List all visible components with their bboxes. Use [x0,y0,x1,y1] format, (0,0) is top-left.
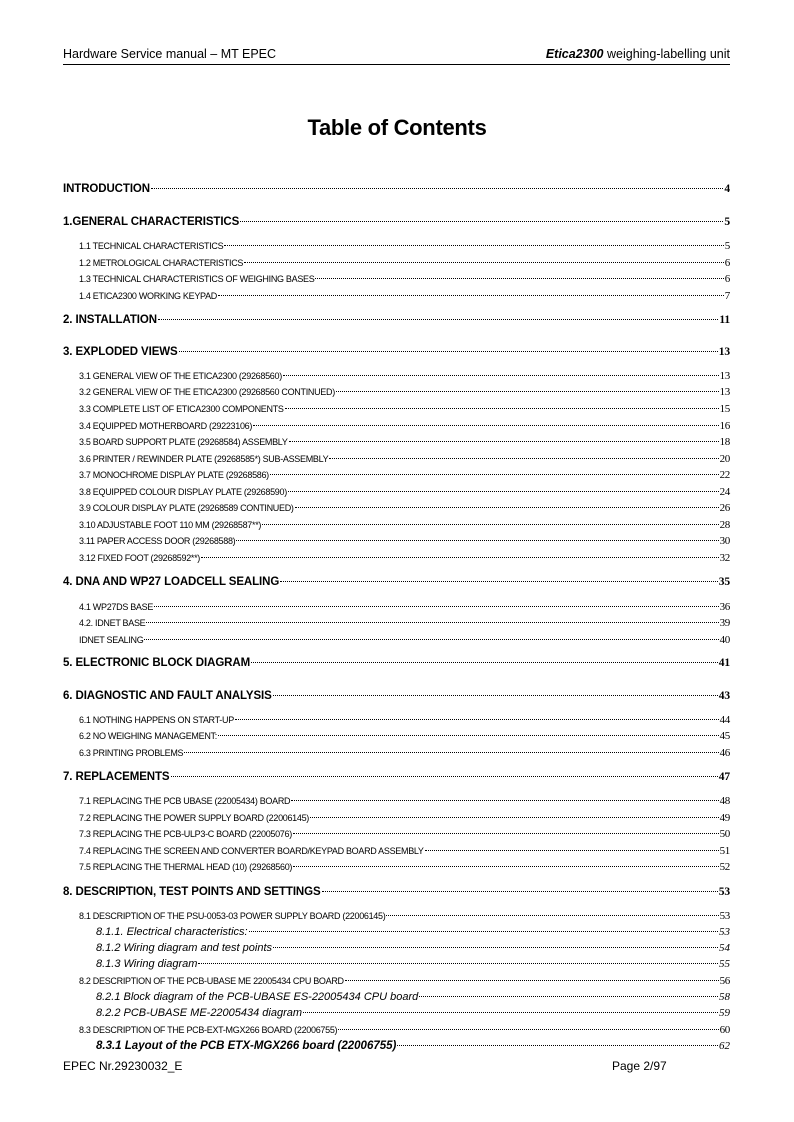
toc-entry-title: 3.3 COMPLETE LIST OF ETICA2300 COMPONENTS [79,404,284,414]
toc-page-number: 54 [719,942,730,954]
toc-dot-leader [146,622,718,623]
toc-page-number: 51 [719,845,730,857]
toc-page-number: 53 [719,910,730,922]
toc-page-number: 36 [719,601,730,613]
toc-dot-leader [262,524,719,525]
toc-entry-title: 3.12 FIXED FOOT (29268592**) [79,553,200,563]
toc-dot-leader [144,639,718,640]
toc-entry-title: 3.8 EQUIPPED COLOUR DISPLAY PLATE (29268590) [79,487,287,497]
toc-entry-title: 8.2.1 Block diagram of the PCB-UBASE ES-22005434 CPU board [96,991,419,1003]
toc-page-number: 48 [719,795,730,807]
toc-page-number: 40 [719,634,730,646]
toc-page-number: 53 [718,886,730,898]
toc-entry[interactable] [79,502,730,514]
toc-dot-leader [336,391,719,392]
toc-page-number: 15 [719,403,730,415]
toc-dot-leader [244,262,724,263]
toc-dot-leader [179,351,718,352]
toc-entry[interactable] [79,420,730,432]
header-product [546,47,730,61]
toc-page-number: 13 [718,346,730,358]
toc-dot-leader [322,891,718,892]
toc-page-number: 22 [719,469,730,481]
toc-entry-title: 2. INSTALLATION [63,314,157,326]
toc-entry[interactable] [63,216,730,228]
toc-entry-title: 4.2. IDNET BASE [79,618,146,628]
toc-page-number: 41 [718,657,730,669]
toc-dot-leader [293,833,719,834]
toc-entry[interactable] [63,576,730,588]
toc-entry-title: 4.1 WP27DS BASE [79,602,154,612]
toc-page-number: 24 [719,486,730,498]
toc-entry-title: 8.3.1 Layout of the PCB ETX-MGX266 board (22006755) [96,1040,397,1052]
toc-dot-leader [315,278,723,279]
toc-dot-leader [303,1012,718,1013]
toc-entry[interactable] [79,845,730,857]
toc-entry-title: IDNET SEALING [79,635,144,645]
toc-entry-title: 8.1.2 Wiring diagram and test points [96,942,272,954]
toc-entry-title: 3.10 ADJUSTABLE FOOT 110 MM (29268587**) [79,520,262,530]
toc-entry[interactable] [79,634,730,646]
toc-entry[interactable] [79,730,730,742]
toc-page-number: 50 [719,828,730,840]
toc-entry[interactable] [79,714,730,726]
toc-page-number: 59 [719,1007,730,1019]
toc-dot-leader [280,581,718,582]
toc-dot-leader [154,606,719,607]
toc-entry-title: 7.3 REPLACING THE PCB-ULP3-C BOARD (22005076) [79,829,292,839]
toc-page-number: 7 [724,290,730,302]
toc-page-number: 52 [719,861,730,873]
toc-page-number: 28 [719,519,730,531]
toc-entry-title: 7. REPLACEMENTS [63,771,170,783]
toc-dot-leader [184,752,718,753]
toc-dot-leader [329,458,718,459]
toc-entry-title: 1.GENERAL CHARACTERISTICS [63,216,240,228]
toc-entry-title: 8.3 DESCRIPTION OF THE PCB-EXT-MGX266 BOARD (22006755) [79,1025,338,1035]
toc-dot-leader [310,817,719,818]
toc-entry[interactable] [79,747,730,759]
toc-dot-leader [273,695,718,696]
toc-dot-leader [218,295,724,296]
toc-entry[interactable] [96,1007,730,1019]
toc-dot-leader [218,735,719,736]
toc-page-number: 5 [724,216,730,228]
toc-page-number: 6 [724,257,730,269]
toc-dot-leader [270,474,719,475]
toc-entry[interactable] [96,958,730,970]
toc-page-number: 53 [719,926,730,938]
toc-page-number: 62 [719,1040,730,1052]
toc-entry[interactable] [79,1024,730,1036]
toc-entry-title: 3.9 COLOUR DISPLAY PLATE (29268589 CONTINUED) [79,503,294,513]
toc-entry[interactable] [79,386,730,398]
toc-dot-leader [251,662,718,663]
toc-entry[interactable] [63,346,730,358]
toc-page-number: 60 [719,1024,730,1036]
page-header [63,46,730,65]
toc-dot-leader [338,1029,718,1030]
toc-page-number: 11 [719,314,730,326]
toc-page-number: 4 [724,183,730,195]
toc-entry-title: 8.1.3 Wiring diagram [96,958,198,970]
toc-entry-title: 6.2 NO WEIGHING MANAGEMENT: [79,731,217,741]
toc-entry-title: 5. ELECTRONIC BLOCK DIAGRAM [63,657,251,669]
toc-entry[interactable] [79,403,730,415]
toc-entry[interactable] [79,795,730,807]
toc-entry[interactable] [79,453,730,465]
toc-entry[interactable] [79,552,730,564]
toc-page-number: 58 [719,991,730,1003]
toc-entry[interactable] [63,886,730,898]
toc-dot-leader [285,408,719,409]
toc-entry-title: 6.3 PRINTING PROBLEMS [79,748,184,758]
toc-page-number: 44 [719,714,730,726]
toc-entry-title: 8. DESCRIPTION, TEST POINTS AND SETTINGS [63,886,321,898]
toc-entry-title: 6.1 NOTHING HAPPENS ON START-UP [79,715,234,725]
toc-page-number: 18 [719,436,730,448]
toc-entry[interactable] [63,314,730,326]
toc-entry[interactable] [96,1040,730,1052]
toc-entry-title: 1.3 TECHNICAL CHARACTERISTICS OF WEIGHING BASES [79,274,315,284]
toc-entry[interactable] [79,910,730,922]
toc-dot-leader [240,221,723,222]
toc-entry-title: 8.1 DESCRIPTION OF THE PSU-0053-03 POWER SUPPLY BOARD (22006145) [79,911,386,921]
toc-page-number: 16 [719,420,730,432]
toc-dot-leader [198,963,718,964]
toc-entry-title: 8.2 DESCRIPTION OF THE PCB-UBASE ME 22005434 CPU BOARD [79,976,344,986]
toc-page-number: 20 [719,453,730,465]
toc-dot-leader [283,375,719,376]
toc-dot-leader [236,540,718,541]
toc-dot-leader [151,188,723,189]
toc-entry-title: 1.1 TECHNICAL CHARACTERISTICS [79,241,224,251]
toc-entry-title: 3.1 GENERAL VIEW OF THE ETICA2300 (29268560) [79,371,282,381]
toc-entry-title: 7.4 REPLACING THE SCREEN AND CONVERTER BOARD/KEYPAD BOARD ASSEMBLY [79,846,424,856]
toc-entry[interactable] [79,812,730,824]
toc-entry-title: 1.4 ETICA2300 WORKING KEYPAD [79,291,217,301]
toc-entry[interactable] [63,183,730,195]
toc-entry-title: 4. DNA AND WP27 LOADCELL SEALING [63,576,280,588]
toc-dot-leader [386,915,718,916]
toc-page-number: 39 [719,617,730,629]
toc-dot-leader [224,245,723,246]
toc-page-number: 45 [719,730,730,742]
toc-entry[interactable] [79,861,730,873]
toc-entry[interactable] [79,469,730,481]
toc-entry-title: 7.2 REPLACING THE POWER SUPPLY BOARD (22006145) [79,813,309,823]
toc-page-number: 56 [719,975,730,987]
toc-dot-leader [295,507,719,508]
toc-entry-title: 7.1 REPLACING THE PCB UBASE (22005434) BOARD [79,796,291,806]
toc-page-number: 43 [718,690,730,702]
toc-entry[interactable] [63,771,730,783]
toc-entry-title: 3.6 PRINTER / REWINDER PLATE (29268585*) SUB-ASSEMBLY [79,454,329,464]
toc-entry[interactable] [96,991,730,1003]
page-title: Table of Contents [307,115,487,140]
toc-dot-leader [273,947,718,948]
toc-entry[interactable] [96,942,730,954]
toc-entry[interactable] [63,690,730,702]
toc-entry-title: 1.2 METROLOGICAL CHARACTERISTICS [79,258,244,268]
toc-entry[interactable] [79,519,730,531]
toc-dot-leader [419,996,718,997]
toc-page-number: 30 [719,535,730,547]
toc-entry[interactable] [79,601,730,613]
toc-dot-leader [249,931,718,932]
toc-entry[interactable] [79,486,730,498]
toc-dot-leader [171,776,718,777]
toc-dot-leader [288,491,719,492]
toc-page-number: 26 [719,502,730,514]
footer-doc-number: EPEC Nr.29230032_E [63,1059,183,1073]
toc-entry[interactable] [79,273,730,285]
toc-dot-leader [235,719,719,720]
toc-dot-leader [158,319,718,320]
toc-entry[interactable] [79,240,730,252]
toc-entry[interactable] [79,290,730,302]
toc-dot-leader [397,1045,718,1046]
toc-entry-title: 7.5 REPLACING THE THERMAL HEAD (10) (29268560) [79,862,293,872]
toc-entry-title: 6. DIAGNOSTIC AND FAULT ANALYSIS [63,690,272,702]
footer-page-number: Page 2/97 [612,1059,667,1073]
toc-page-number: 49 [719,812,730,824]
toc-dot-leader [201,557,719,558]
toc-page-number: 13 [719,370,730,382]
toc-entry[interactable] [63,657,730,669]
toc-page-number: 35 [718,576,730,588]
toc-dot-leader [289,441,719,442]
toc-page-number: 46 [719,747,730,759]
toc-page-number: 5 [724,240,730,252]
toc-dot-leader [345,980,719,981]
toc-entry-title: INTRODUCTION [63,183,150,195]
toc-entry-title: 3.4 EQUIPPED MOTHERBOARD (29223106) [79,421,253,431]
toc-dot-leader [293,866,718,867]
header-product-desc: weighing-labelling unit [603,47,730,61]
toc-entry[interactable] [96,926,730,938]
toc-entry-title: 3.7 MONOCHROME DISPLAY PLATE (29268586) [79,470,269,480]
toc-entry-title: 3.2 GENERAL VIEW OF THE ETICA2300 (29268560 CONTINUED) [79,387,335,397]
toc-entry[interactable] [79,535,730,547]
toc-entry[interactable] [79,436,730,448]
toc-page-number: 47 [718,771,730,783]
toc-entry[interactable] [79,617,730,629]
toc-entry-title: 8.2.2 PCB-UBASE ME-22005434 diagram [96,1007,303,1019]
header-manual-title: Hardware Service manual – MT EPEC [63,47,277,61]
toc-entry[interactable] [79,257,730,269]
toc-page-number: 55 [719,958,730,970]
toc-entry[interactable] [79,828,730,840]
toc-page-number: 6 [724,273,730,285]
toc-entry-title: 3.11 PAPER ACCESS DOOR (29268588) [79,536,236,546]
toc-entry-title: 3. EXPLODED VIEWS [63,346,178,358]
toc-entry-title: 3.5 BOARD SUPPORT PLATE (29268584) ASSEMBLY [79,437,288,447]
toc-entry[interactable] [79,370,730,382]
toc-entry-title: 8.1.1. Electrical characteristics: [96,926,248,938]
toc-page-number: 13 [719,386,730,398]
toc-dot-leader [425,850,719,851]
toc-dot-leader [253,425,719,426]
header-product-name: Etica2300 [545,47,604,61]
toc-dot-leader [291,800,718,801]
toc-page-number: 32 [719,552,730,564]
toc-entry[interactable] [79,975,730,987]
